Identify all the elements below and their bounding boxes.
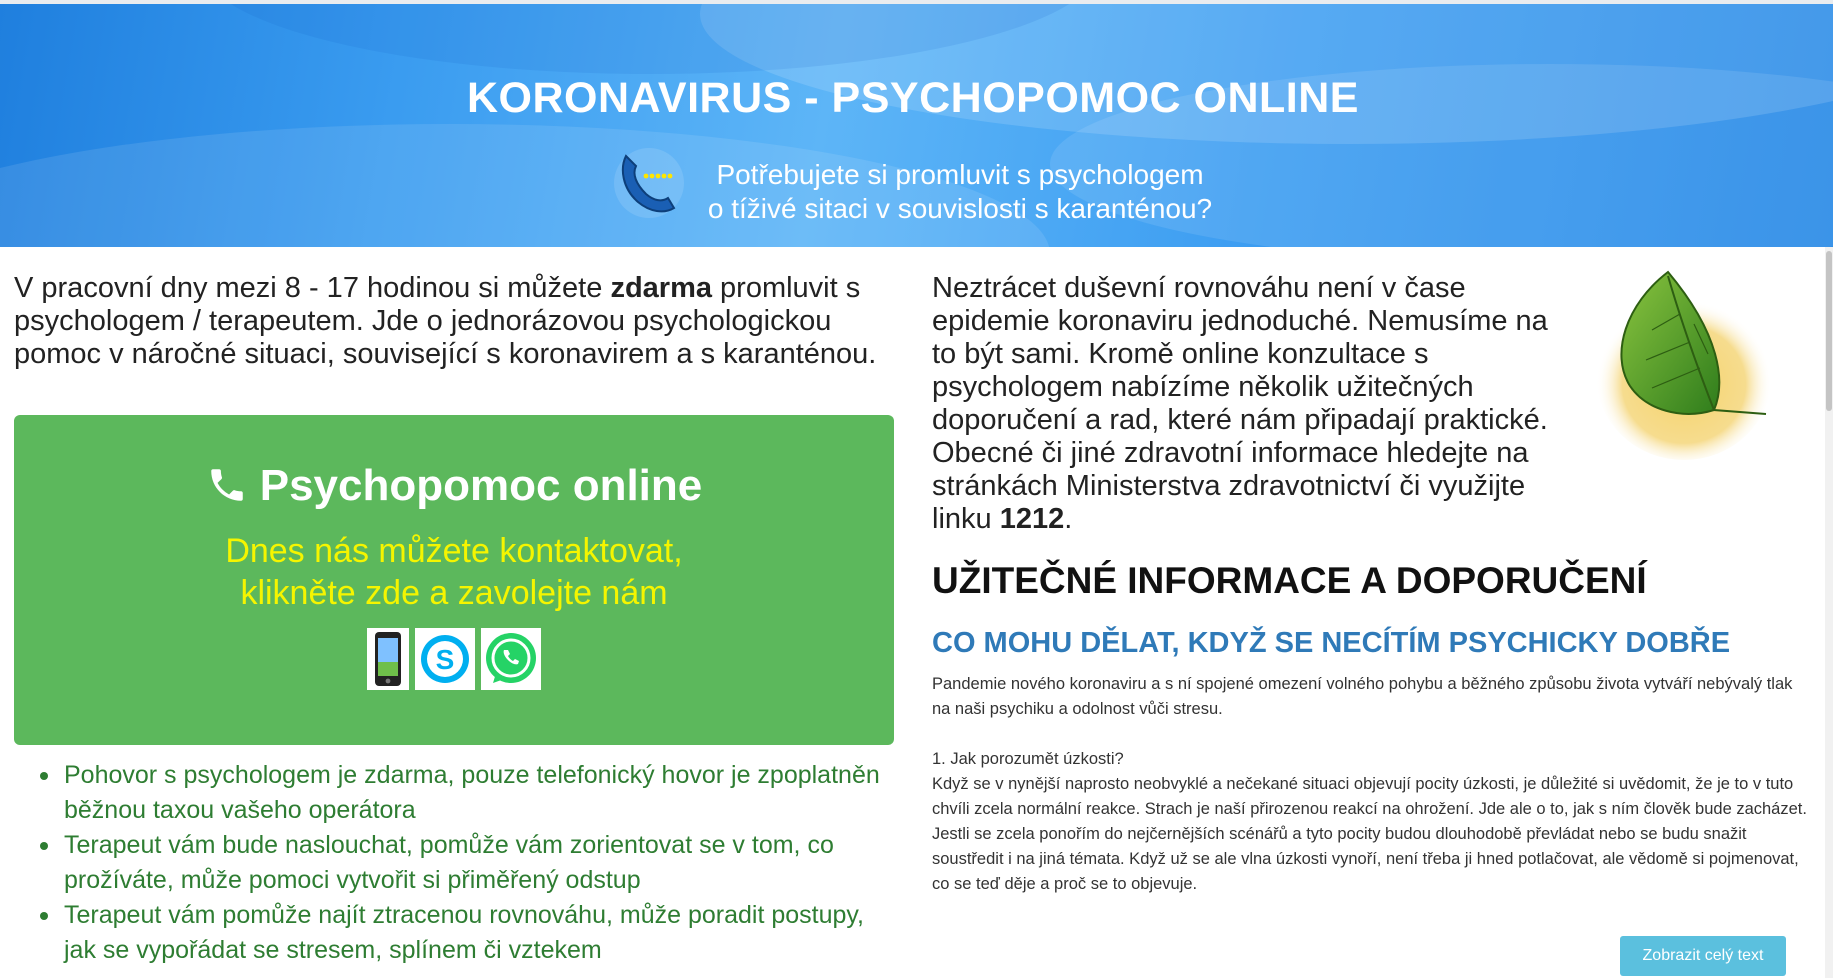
left-intro-part1: V pracovní dny mezi 8 - 17 hodinou si můžete [14,272,611,304]
banner-subtitle-line1: Potřebujete si promluvit s psychologem [716,159,1204,190]
right-intro-part1: Neztrácet duševní rovnováhu není v čase epidemie koronaviru jednoduché. Nemusíme na to být sami. Kromě online konzultace s psychologem nabízíme několik užitečných doporučení a rad, které nám připadají praktické. Obecné či jiné zdravotní informace hledejte na stránkách Ministerstva zdravotnictví či využijte linku [932,272,1548,535]
mobile-phone-icon[interactable] [367,628,409,690]
cta-title [14,458,894,514]
right-intro-part2: . [1064,503,1073,535]
cta-text-line2: klikněte zde a zavolejte nám [240,574,668,612]
contact-icons [14,628,894,690]
page-title: KORONAVIRUS - PSYCHOPOMOC ONLINE [467,74,1359,122]
list-item: Pohovor s psychologem je zdarma, pouze telefonický hovor je zpoplatněn běžnou taxou vašeho operátora [40,758,900,828]
svg-text:S: S [435,644,455,675]
cta-text[interactable] [14,530,894,614]
left-intro-text [14,272,894,371]
scrollbar-thumb[interactable] [1826,251,1832,411]
list-item: Terapeut vám pomůže najít ztracenou rovnováhu, může poradit postupy, jak se vypořádat se stresem, splínem či vztekem [40,898,900,968]
sub-heading: CO MOHU DĚLAT, KDYŽ SE NECÍTÍM PSYCHICKY DOBŘE [932,627,1731,659]
skype-icon[interactable] [415,628,475,690]
call-to-action-box[interactable] [14,415,894,745]
benefits-list [40,758,900,968]
list-item: Terapeut vám bude naslouchat, pomůže vám zorientovat se v tom, co prožíváte, může pomoci vytvořit si přiměřený odstup [40,828,900,898]
article-paragraph: Když se v nynější naprosto neobvyklé a nečekané situaci objevují pocity úzkosti, je důležité si uvědomit, že je to v tuto chvíli zcela normální reakce. Strach je naší přirozenou reakcí na ohrožení. Jde ale o to, jak s ním člověk bude zacházet. Jestli se zcela ponořím do nejčernějších scénářů a tyto pocity budou dlouhodobě převládat nebo se budu snažit soustředit i na jiná témata. Když už se ale vlna úzkosti vynoří, není třeba ji hned potlačovat, ale vědomě si pojmenovat, co se teď děje a proč se to objevuje. [932,775,1807,893]
phone-icon [612,146,686,220]
helpline-number: 1212 [999,503,1065,535]
left-intro-bold: zdarma [610,272,712,304]
left-intro-part2: promluvit s psychologem / terapeutem. Jde o jednorázovou psychologickou pomoc v náročné situaci, související s koronavirem a s karanténou. [14,272,877,370]
phone-icon [206,464,248,506]
banner-subtitle [680,158,1240,226]
cta-title-label: Psychopomoc online [259,461,703,510]
whatsapp-icon[interactable] [481,628,541,690]
article-paragraph-heading: 1. Jak porozumět úzkosti? [932,750,1124,768]
cta-text-line1: Dnes nás můžete kontaktovat, [225,532,683,570]
right-intro-text [932,272,1572,536]
section-heading: UŽITEČNÉ INFORMACE A DOPORUČENÍ [932,560,1647,601]
show-full-text-button[interactable]: Zobrazit celý text [1620,936,1786,976]
header-banner [0,4,1833,247]
left-column [14,272,894,371]
article-paragraph: Pandemie nového koronaviru a s ní spojené omezení volného pohybu a běžného způsobu života vytváří nebývalý tlak na naši psychiku a odolnost vůči stresu. [932,675,1793,718]
banner-subtitle-line2: o tíživé sitaci v souvislosti s karanténou? [707,193,1213,224]
leaf-icon [1596,264,1786,464]
vertical-scrollbar[interactable] [1825,247,1833,978]
